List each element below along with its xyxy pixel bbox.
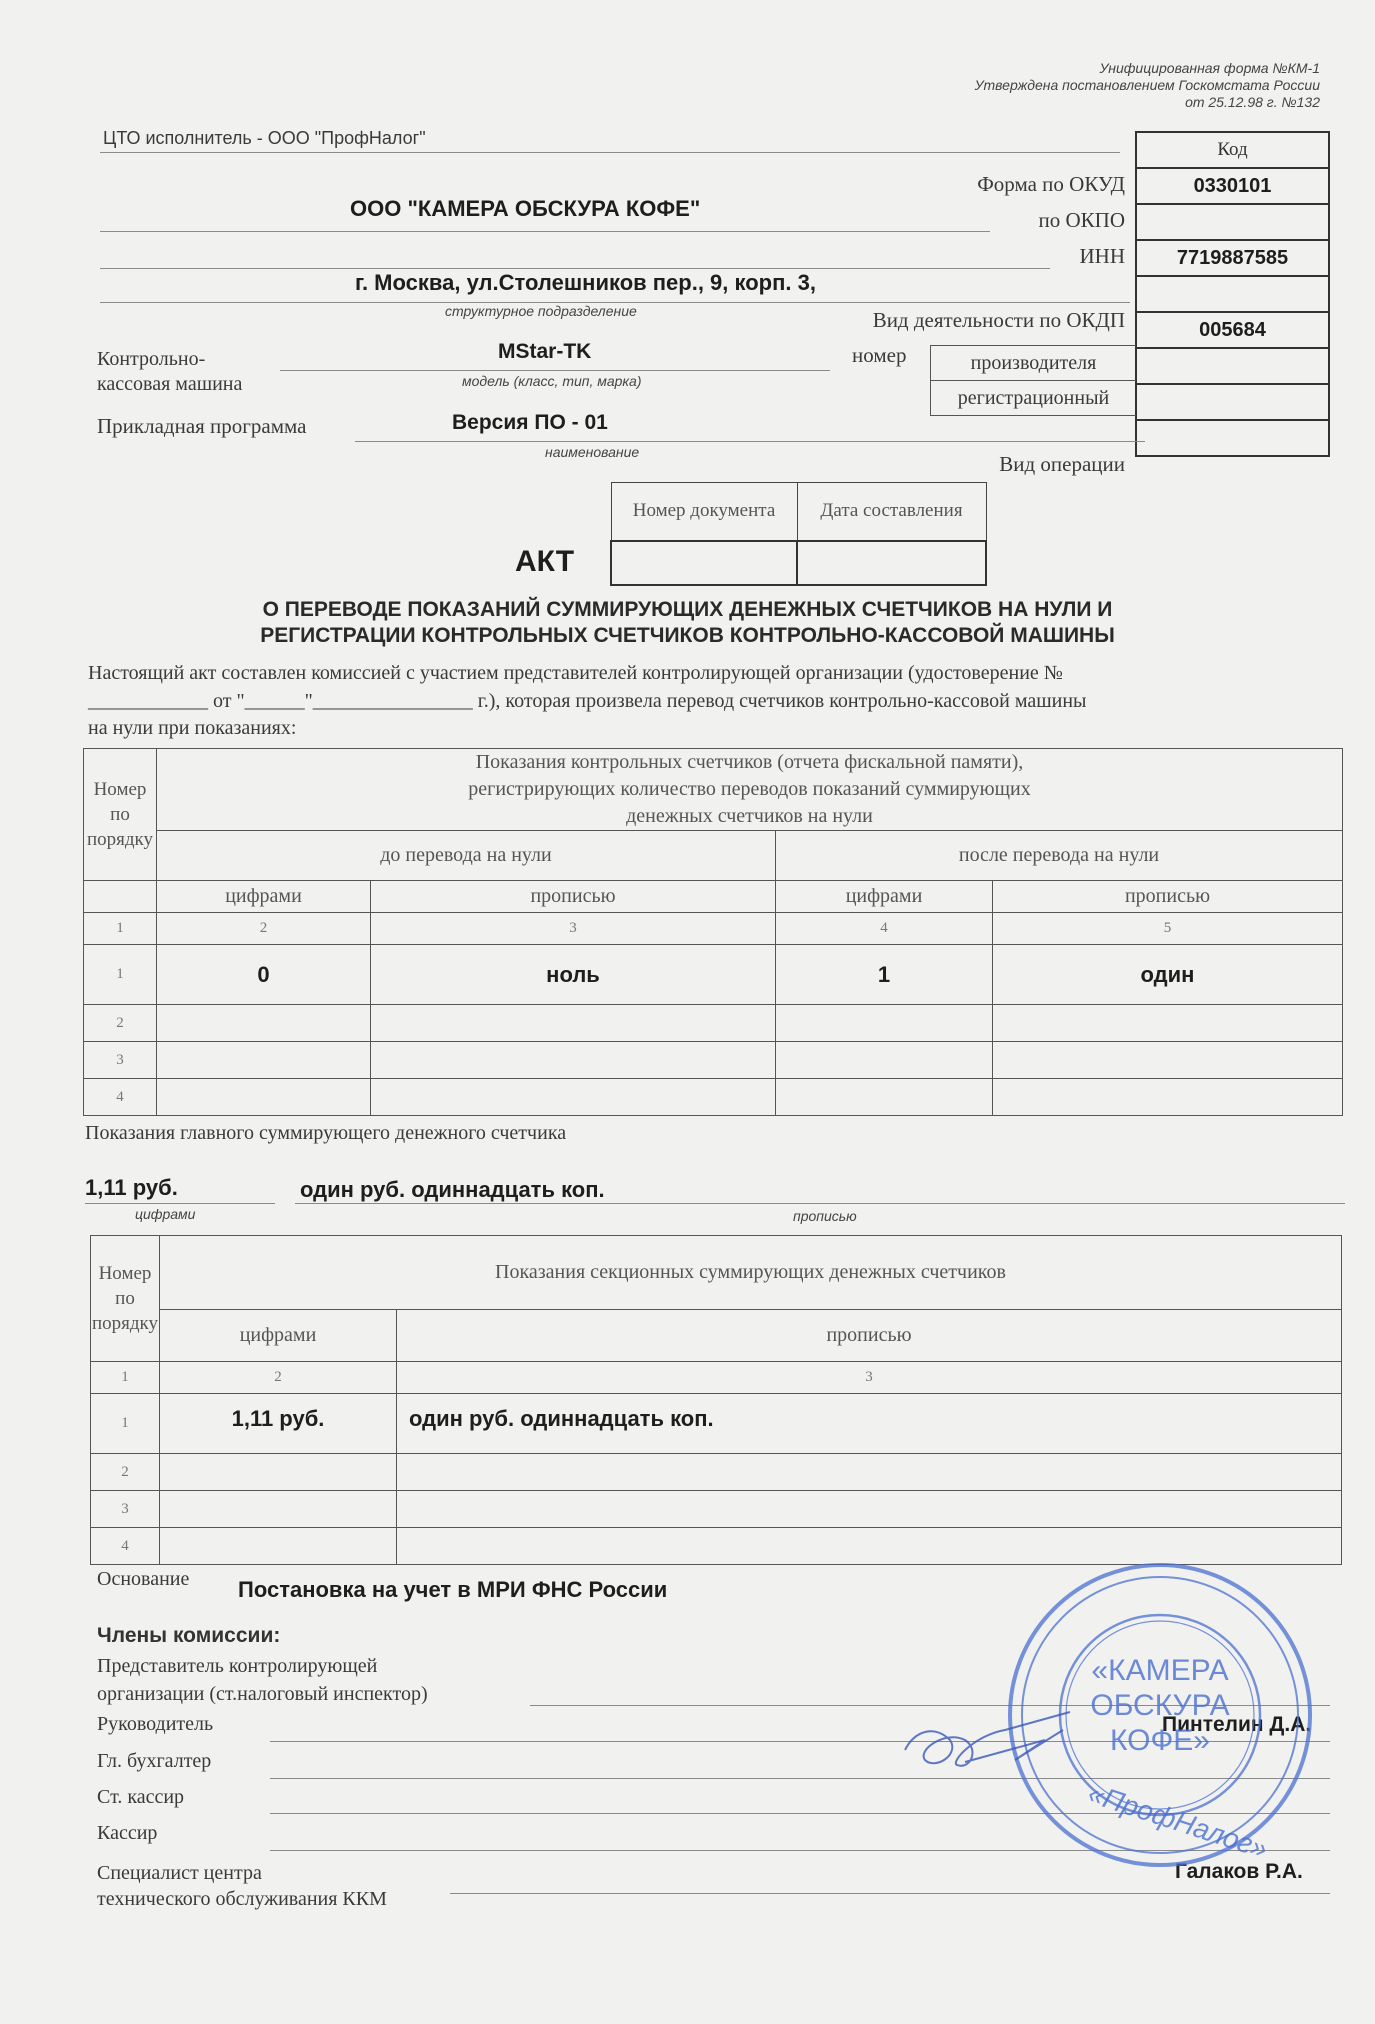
row-number: 4 bbox=[91, 1528, 160, 1565]
t1-after-header: после перевода на нули bbox=[776, 831, 1343, 881]
intro-line-1: Настоящий акт составлен комиссией с участием представителей контролирующей организации (удостоверение № bbox=[88, 662, 1063, 684]
t2-digits-header: цифрами bbox=[160, 1310, 397, 1362]
okdp-label: Вид деятельности по ОКДП bbox=[872, 308, 1125, 332]
t1-digits-before: цифрами bbox=[157, 881, 371, 913]
basis-label: Основание bbox=[97, 1568, 190, 1590]
kkm-model-caption: модель (класс, тип, марка) bbox=[462, 373, 642, 389]
main-counter-label: Показания главного суммирующего денежного счетчика bbox=[85, 1122, 567, 1144]
row-number: 4 bbox=[84, 1079, 157, 1116]
table-row bbox=[84, 1005, 1343, 1042]
okud-label: Форма по ОКУД bbox=[977, 172, 1125, 196]
rep-line-1: Представитель контролирующей bbox=[97, 1655, 378, 1677]
section-counters-table bbox=[90, 1235, 1342, 1565]
title-line-2: РЕГИСТРАЦИИ КОНТРОЛЬНЫХ СЧЕТЧИКОВ КОНТРОЛЬНО-КАССОВОЙ МАШИНЫ bbox=[260, 624, 1115, 647]
address-caption: структурное подразделение bbox=[445, 303, 637, 319]
table-row bbox=[84, 945, 1343, 1005]
code-table bbox=[1135, 131, 1330, 457]
address: г. Москва, ул.Столешников пер., 9, корп. 3, bbox=[355, 270, 816, 295]
row-number: 1 bbox=[84, 945, 157, 1005]
stamp-line-2: ОБСКУРА bbox=[1090, 1689, 1230, 1722]
organization-name: ООО "КАМЕРА ОБСКУРА КОФЕ" bbox=[350, 196, 701, 221]
inn-value: 7719887585 bbox=[1136, 240, 1329, 276]
t2-main-header: Показания секционных суммирующих денежных счетчиков bbox=[160, 1236, 1342, 1310]
head-label: Руководитель bbox=[97, 1713, 214, 1735]
table-row bbox=[84, 1079, 1343, 1116]
accountant-label: Гл. бухгалтер bbox=[97, 1750, 212, 1772]
code-title: Код bbox=[1136, 132, 1329, 168]
control-counters-table bbox=[83, 748, 1343, 1116]
specialist-line-1: Специалист центра bbox=[97, 1862, 262, 1884]
row-number: 3 bbox=[91, 1491, 160, 1528]
specialist-name: Галаков Р.А. bbox=[1175, 1860, 1303, 1883]
t1-colnum: 1 bbox=[84, 913, 157, 945]
t1-colnum: 5 bbox=[993, 913, 1343, 945]
table-row bbox=[91, 1491, 1342, 1528]
before-digits: 0 bbox=[157, 945, 371, 1005]
akt-title: АКТ bbox=[515, 545, 575, 578]
doc-number-date-box bbox=[610, 482, 987, 586]
row-number: 3 bbox=[84, 1042, 157, 1079]
senior-cashier-label: Ст. кассир bbox=[97, 1786, 185, 1808]
doc-date-value bbox=[797, 541, 986, 585]
main-counter-digits: 1,11 руб. bbox=[85, 1175, 178, 1200]
app-value: Версия ПО - 01 bbox=[452, 411, 608, 434]
t1-colnum: 3 bbox=[371, 913, 776, 945]
stamp-line-1: «КАМЕРА bbox=[1091, 1654, 1229, 1687]
stamp-line-4: «ПрофНалог» bbox=[1084, 1777, 1272, 1865]
rep-line-2: организации (ст.налоговый инспектор) bbox=[97, 1683, 428, 1705]
title-line-1: О ПЕРЕВОДЕ ПОКАЗАНИЙ СУММИРУЮЩИХ ДЕНЕЖНЫХ СЧЕТЧИКОВ НА НУЛИ И bbox=[262, 598, 1113, 621]
okpo-label: по ОКПО bbox=[1038, 208, 1125, 232]
form-line-3: от 25.12.98 г. №132 bbox=[1185, 94, 1320, 110]
kkm-model: MStar-TK bbox=[498, 340, 592, 363]
stamp-line-3: КОФЕ» bbox=[1110, 1724, 1210, 1757]
signature bbox=[895, 1700, 1085, 1790]
t1-words-before: прописью bbox=[371, 881, 776, 913]
main-counter-words-caption: прописью bbox=[793, 1208, 857, 1224]
cto-executor: ЦТО исполнитель - ООО "ПрофНалог" bbox=[103, 128, 426, 148]
t2-colnum: 2 bbox=[160, 1362, 397, 1394]
t1-digits-after: цифрами bbox=[776, 881, 993, 913]
t1-before-header: до перевода на нули bbox=[157, 831, 776, 881]
table-row bbox=[91, 1394, 1342, 1454]
row-number: 1 bbox=[91, 1394, 160, 1454]
form-line-1: Унифицированная форма №КМ-1 bbox=[1099, 60, 1320, 76]
row-number: 2 bbox=[91, 1454, 160, 1491]
doc-date-header: Дата составления bbox=[797, 483, 986, 541]
operation-label: Вид операции bbox=[999, 452, 1125, 476]
commission-title: Члены комиссии: bbox=[97, 1624, 281, 1647]
registration-label: регистрационный bbox=[930, 381, 1136, 416]
form-reference bbox=[975, 60, 1320, 111]
okpo-value bbox=[1136, 204, 1329, 240]
t1-words-after: прописью bbox=[993, 881, 1343, 913]
reserved-value bbox=[1136, 384, 1329, 420]
t1-colnum: 4 bbox=[776, 913, 993, 945]
doc-number-header: Номер документа bbox=[611, 483, 797, 541]
t2-words-header: прописью bbox=[397, 1310, 1342, 1362]
app-caption: наименование bbox=[545, 444, 640, 460]
section-words: один руб. одиннадцать коп. bbox=[397, 1394, 1342, 1454]
specialist-line-2: технического обслуживания ККМ bbox=[97, 1888, 387, 1910]
t2-colnum: 1 bbox=[91, 1362, 160, 1394]
t1-col-number-header: Номер по порядку bbox=[84, 749, 157, 881]
kkm-label-2: кассовая машина bbox=[97, 373, 243, 395]
basis-value: Постановка на учет в МРИ ФНС России bbox=[238, 1577, 668, 1602]
t1-main-header: Показания контрольных счетчиков (отчета фискальной памяти), регистрирующих количество переводов показаний суммирующих денежных счетчиков на нули bbox=[157, 749, 1343, 831]
section-digits: 1,11 руб. bbox=[160, 1394, 397, 1454]
head-name: Пинтелин Д.А. bbox=[1162, 1713, 1312, 1736]
number-label: номер bbox=[852, 343, 907, 367]
kkm-label-1: Контрольно- bbox=[97, 348, 206, 370]
okdp-value bbox=[1136, 276, 1329, 312]
cashier-label: Кассир bbox=[97, 1822, 158, 1844]
doc-number-value bbox=[611, 541, 797, 585]
t2-colnum: 3 bbox=[397, 1362, 1342, 1394]
manufacturer-value: 005684 bbox=[1136, 312, 1329, 348]
t1-colnum: 2 bbox=[157, 913, 371, 945]
after-words: один bbox=[993, 945, 1343, 1005]
row-number: 2 bbox=[84, 1005, 157, 1042]
t2-col-number-header: Номер по порядку bbox=[91, 1236, 160, 1362]
registration-value bbox=[1136, 348, 1329, 384]
intro-line-3: на нули при показаниях: bbox=[88, 717, 297, 739]
intro-line-2: ____________ от "______"________________ г.), которая произвела перевод счетчиков контрольно-кассовой машины bbox=[88, 690, 1087, 712]
after-digits: 1 bbox=[776, 945, 993, 1005]
okud-value: 0330101 bbox=[1136, 168, 1329, 204]
operation-value bbox=[1136, 420, 1329, 456]
table-row bbox=[91, 1454, 1342, 1491]
main-counter-words: один руб. одиннадцать коп. bbox=[300, 1177, 605, 1202]
inn-label: ИНН bbox=[1079, 244, 1125, 268]
table-row bbox=[84, 1042, 1343, 1079]
form-line-2: Утверждена постановлением Госкомстата России bbox=[974, 77, 1320, 93]
manufacturer-label: производителя bbox=[930, 345, 1136, 381]
main-counter-digits-caption: цифрами bbox=[135, 1206, 196, 1222]
before-words: ноль bbox=[371, 945, 776, 1005]
app-label: Прикладная программа bbox=[97, 414, 307, 438]
